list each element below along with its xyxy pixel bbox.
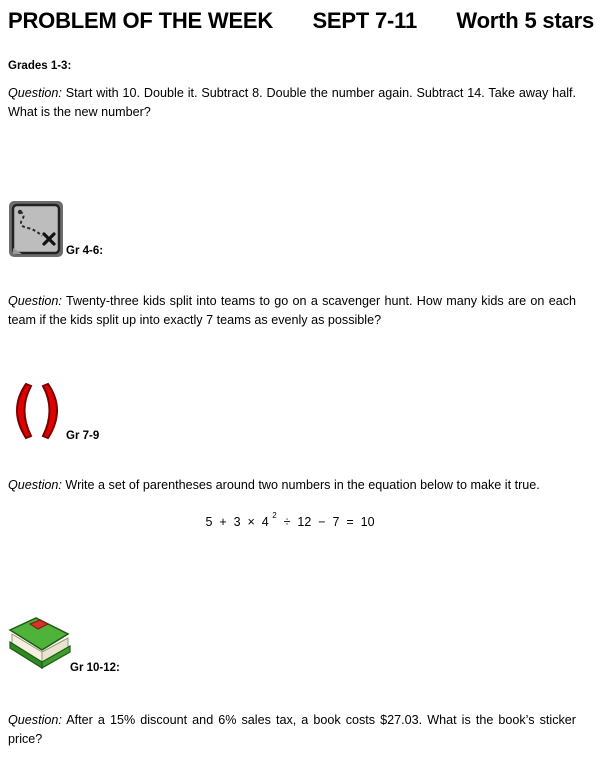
treasure-map-icon xyxy=(6,198,66,260)
grade-label-7-9: Gr 7-9 xyxy=(66,430,100,442)
question-text: Twenty-three kids split into teams to go on a scavenger hunt. How many kids are on each team if the kids split up into exactly 7 teams as evenly as possible? xyxy=(8,294,576,327)
question-text: After a 15% discount and 6% sales tax, a book costs $27.03. What is the book’s sticker price? xyxy=(8,713,576,746)
parentheses-icon xyxy=(4,380,70,442)
equation-right: ÷ 12 − 7 = 10 xyxy=(276,515,375,530)
title-worth: Worth 5 stars xyxy=(456,8,594,33)
question-grades-1-3 xyxy=(8,84,576,122)
question-gr-4-6 xyxy=(8,292,576,330)
grade-label-1-3: Grades 1-3: xyxy=(8,60,72,72)
title-dates: SEPT 7-11 xyxy=(312,8,418,33)
equation xyxy=(0,511,580,530)
question-text: Start with 10. Double it. Subtract 8. Double the number again. Subtract 14. Take away half. What is the new number? xyxy=(8,86,576,119)
grade-label-4-6: Gr 4-6: xyxy=(66,245,104,257)
grade-label-10-12: Gr 10-12: xyxy=(70,662,120,674)
green-book-icon xyxy=(6,612,74,672)
question-label: Question: xyxy=(8,713,62,727)
question-gr-10-12 xyxy=(8,711,576,749)
equation-exponent: 2 xyxy=(272,511,277,520)
page-title xyxy=(8,8,594,38)
equation-left: 5 + 3 × 4 xyxy=(205,515,269,530)
question-label: Question: xyxy=(8,478,62,492)
question-text: Write a set of parentheses around two numbers in the equation below to make it true. xyxy=(61,478,540,492)
question-label: Question: xyxy=(8,294,62,308)
question-label: Question: xyxy=(8,86,62,100)
title-text: PROBLEM OF THE WEEK xyxy=(8,8,274,33)
question-gr-7-9 xyxy=(8,476,576,495)
